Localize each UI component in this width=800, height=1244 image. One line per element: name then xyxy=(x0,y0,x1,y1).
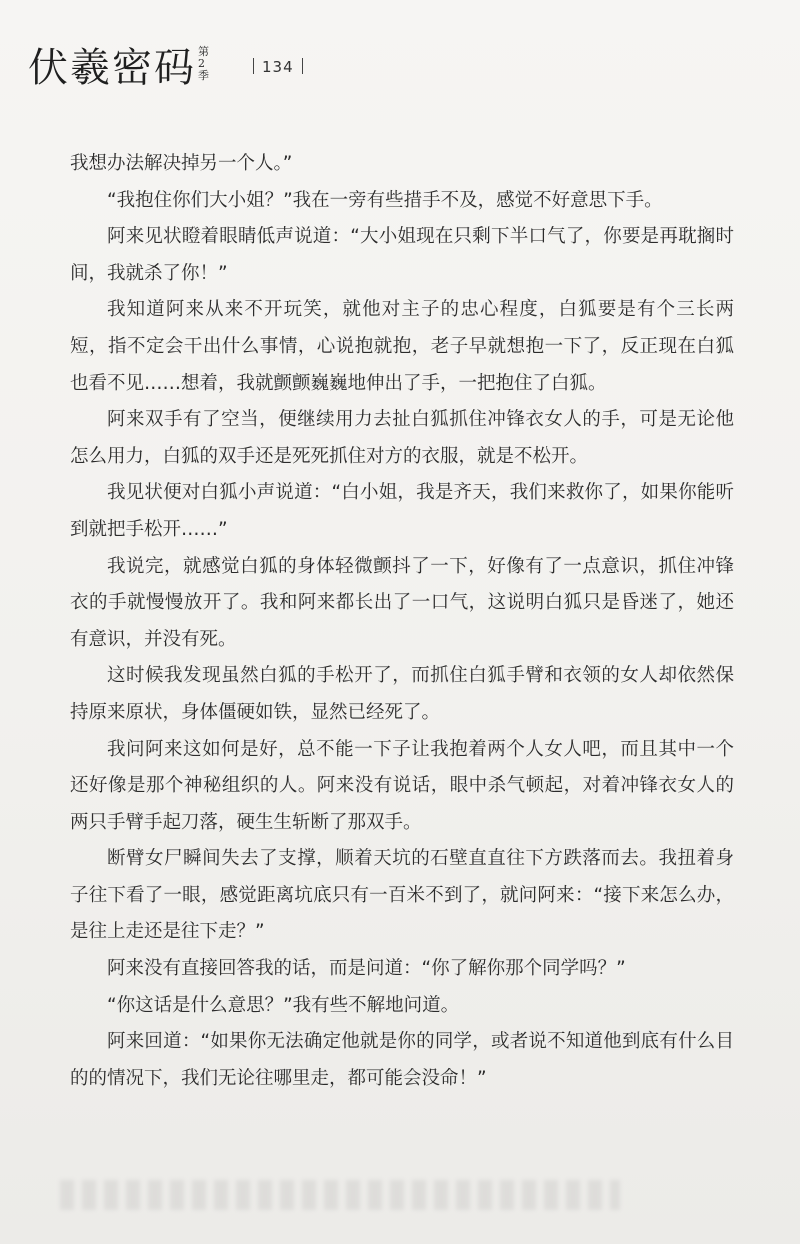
running-head xyxy=(28,38,311,98)
paragraph: 我问阿来这如何是好，总不能一下子让我抱着两个人女人吧，而且其中一个还好像是那个神秘组织的人。阿来没有说话，眼中杀气顿起，对着冲锋衣女人的两只手臂手起刀落，硬生生斩断了那双手。 xyxy=(70,738,734,833)
paragraph: 我想办法解决掉另一个人。” xyxy=(70,153,293,174)
paragraph: 我说完，就感觉白狐的身体轻微颤抖了一下，好像有了一点意识，抓住冲锋衣的手就慢慢放开了。我和阿来都长出了一口气，这说明白狐只是昏迷了，她还有意识，并没有死。 xyxy=(70,555,734,650)
season-char: 第 xyxy=(198,45,209,58)
page-number xyxy=(245,58,311,76)
paragraph: 阿来没有直接回答我的话，而是问道：“你了解你那个同学吗？” xyxy=(107,958,626,980)
folio-divider xyxy=(302,58,303,74)
paragraph: “我抱住你们大小姐？”我在一旁有些措手不及，感觉不好意思下手。 xyxy=(107,189,663,211)
paragraph: 阿来双手有了空当，便继续用力去扯白狐抓住冲锋衣女人的手，可是无论他怎么用力，白狐的双手还是死死抓住对方的衣服，就是不松开。 xyxy=(70,409,734,467)
paragraph: 断臂女尸瞬间失去了支撑，顺着天坑的石壁直直往下方跌落而去。我扭着身子往下看了一眼，感觉距离坑底只有一百米不到了，就问阿来：“接下来怎么办，是往上走还是往下走？” xyxy=(70,848,734,943)
season-label xyxy=(198,46,209,82)
folio-divider xyxy=(253,58,254,74)
paragraph: 阿来回道：“如果你无法确定他就是你的同学，或者说不知道他到底有什么目的的情况下，我们无论往哪里走，都可能会没命！” xyxy=(70,1031,734,1089)
book-title: 伏羲密码 xyxy=(28,45,196,91)
season-char: 2 xyxy=(198,57,205,70)
paragraph: 阿来见状瞪着眼睛低声说道：“大小姐现在只剩下半口气了，你要是再耽搁时间，我就杀了你！” xyxy=(70,226,734,284)
body-text xyxy=(70,146,734,1097)
paragraph: 这时候我发现虽然白狐的手松开了，而抓住白狐手臂和衣领的女人却依然保持原来原状，身体僵硬如铁，显然已经死了。 xyxy=(70,665,734,723)
page-number-value: 134 xyxy=(262,58,294,76)
show-through-shadow xyxy=(60,1180,620,1210)
paragraph: 我见状便对白狐小声说道：“白小姐，我是齐天，我们来救你了，如果你能听到就把手松开……” xyxy=(70,482,734,540)
season-char: 季 xyxy=(198,69,209,82)
paragraph: “你这话是什么意思？”我有些不解地问道。 xyxy=(107,994,460,1016)
paragraph: 我知道阿来从来不开玩笑，就他对主子的忠心程度，白狐要是有个三长两短，指不定会干出什么事情，心说抱就抱，老子早就想抱一下了，反正现在白狐也看不见……想着，我就颤颤巍巍地伸出了手，一把抱住了白狐。 xyxy=(70,299,734,394)
